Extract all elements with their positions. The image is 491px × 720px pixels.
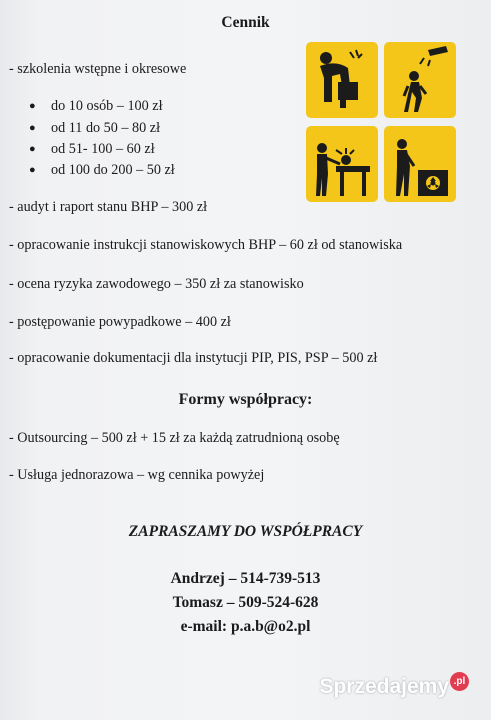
training-item: ● do 10 osób – 100 zł — [29, 98, 163, 114]
service-instructions: - opracowanie instrukcji stanowiskowych BHP – 60 zł od stanowiska — [9, 237, 403, 253]
falling-object-icon — [384, 42, 456, 118]
cooperation-outsourcing: - Outsourcing – 500 zł + 15 zł za każdą zatrudnioną osobę — [9, 430, 340, 446]
machine-operator-icon — [306, 126, 378, 202]
watermark-logo: Sprzedajemy .pl — [319, 672, 469, 699]
lifting-injury-icon — [306, 42, 378, 118]
page-title: Cennik — [221, 14, 270, 31]
bullet-icon: ● — [29, 143, 36, 155]
cooperation-heading: Formy współpracy: — [178, 391, 313, 408]
watermark-badge: .pl — [450, 672, 469, 691]
cooperation-one-time: - Usługa jednorazowa – wg cennika powyżej — [9, 467, 265, 483]
bullet-icon: ● — [29, 122, 36, 134]
contact-andrzej: Andrzej – 514-739-513 — [170, 570, 321, 587]
contact-email: e-mail: p.a.b@o2.pl — [180, 618, 311, 635]
service-accident-procedure: - postępowanie powypadkowe – 400 zł — [9, 314, 231, 330]
invitation-text: ZAPRASZAMY DO WSPÓŁPRACY — [128, 523, 363, 540]
training-header: - szkolenia wstępne i okresowe — [9, 61, 187, 77]
contact-tomasz: Tomasz – 509-524-628 — [172, 594, 319, 611]
bullet-icon: ● — [29, 164, 36, 176]
training-item: ● od 51- 100 – 60 zł — [29, 141, 155, 157]
hazard-box-icon — [384, 126, 456, 202]
service-risk-assessment: - ocena ryzyka zawodowego – 350 zł za stanowisko — [9, 276, 304, 292]
training-item: ● od 100 do 200 – 50 zł — [29, 162, 175, 178]
bullet-icon: ● — [29, 100, 36, 112]
service-documentation: - opracowanie dokumentacji dla instytucji PIP, PIS, PSP – 500 zł — [9, 350, 378, 366]
safety-pictograms — [306, 42, 456, 202]
service-audit: - audyt i raport stanu BHP – 300 zł — [9, 199, 208, 215]
training-item: ● od 11 do 50 – 80 zł — [29, 120, 161, 136]
